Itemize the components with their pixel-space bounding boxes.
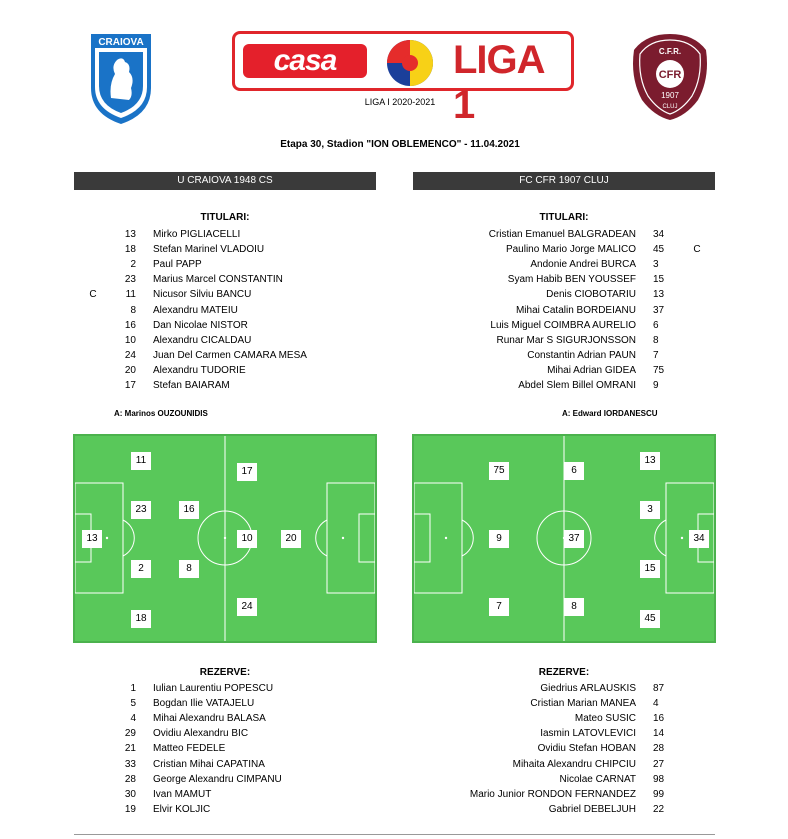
home-player-marker: 20 xyxy=(281,530,301,548)
away-player-marker: 45 xyxy=(640,610,660,628)
away-sub-name: Gabriel DEBELJUH xyxy=(548,803,636,815)
away-crest-year: 1907 xyxy=(661,91,679,100)
home-player-marker: 13 xyxy=(82,530,102,548)
home-captain-marker xyxy=(86,227,100,242)
home-captain-marker xyxy=(86,333,100,348)
away-captain-marker xyxy=(690,378,704,393)
sponsor-logo xyxy=(243,44,367,78)
home-starter-number: 13 xyxy=(124,229,136,240)
away-starter-name: Luis Miguel COIMBRA AURELIO xyxy=(490,319,636,331)
home-starter-name: Paul PAPP xyxy=(153,259,202,271)
home-player-marker: 8 xyxy=(179,560,199,578)
home-player-marker: 18 xyxy=(131,610,151,628)
home-crest-text: CRAIOVA xyxy=(98,37,144,48)
home-captain-marker xyxy=(86,303,100,318)
away-starter-name: Cristian Emanuel BALGRADEAN xyxy=(488,229,636,240)
home-sub-number: 28 xyxy=(124,773,136,785)
away-starter-number: 15 xyxy=(653,274,665,286)
away-captain-marker xyxy=(690,287,704,302)
home-starter-name: Stefan Marinel VLADOIU xyxy=(153,244,265,256)
away-starter-name: Andonie Andrei BURCA xyxy=(530,259,636,271)
away-captain-marker xyxy=(690,333,704,348)
home-captain-marker xyxy=(86,257,100,272)
home-sub-number: 19 xyxy=(124,803,136,815)
home-team-bar: U CRAIOVA 1948 CS xyxy=(74,172,376,190)
away-sub-number: 28 xyxy=(653,743,665,755)
away-player-marker: 3 xyxy=(640,501,660,519)
away-starter-number: 9 xyxy=(653,380,659,391)
season-label: LIGA I 2020-2021 xyxy=(364,97,436,107)
away-starter-number: 8 xyxy=(653,334,659,346)
home-starter-name: Alexandru TUDORIE xyxy=(153,364,246,376)
home-starter-number: 23 xyxy=(124,274,136,286)
away-crest-city: CLUJ xyxy=(662,104,678,110)
home-sub-number: 21 xyxy=(124,743,136,755)
home-starter-name: Marius Marcel CONSTANTIN xyxy=(153,274,283,286)
away-sub-name: Nicolae CARNAT xyxy=(559,773,636,785)
away-sub-number: 14 xyxy=(653,728,665,740)
home-starter-name: Alexandru CICALDAU xyxy=(153,334,252,346)
home-starter-number: 17 xyxy=(124,380,136,391)
away-starter-name: Mihai Catalin BORDEIANU xyxy=(515,304,636,316)
away-crest-top: C.F.R. xyxy=(658,47,682,56)
away-starter-number: 45 xyxy=(653,244,665,256)
home-sub-name: Elvir KOLJIC xyxy=(153,803,211,815)
pitch-lines xyxy=(75,436,375,641)
away-team-crest xyxy=(628,32,712,122)
away-starter-number: 7 xyxy=(653,349,659,361)
home-starter-number: 20 xyxy=(124,364,136,376)
away-sub-number: 16 xyxy=(653,713,665,725)
away-captain-marker xyxy=(690,227,704,242)
away-starter-name: Abdel Slem Billel OMRANI xyxy=(518,380,636,391)
away-starter-name: Runar Mar S SIGURJONSSON xyxy=(496,334,636,346)
away-player-marker: 75 xyxy=(489,462,509,480)
home-starter-number: 24 xyxy=(124,349,136,361)
away-starters-title: TITULARI: xyxy=(539,212,589,223)
home-sub-name: Ivan MAMUT xyxy=(153,788,212,800)
away-starter-name: Mihai Adrian GIDEA xyxy=(547,364,636,376)
home-sub-name: Iulian Laurentiu POPESCU xyxy=(153,683,274,694)
match-title: Etapa 30, Stadion "ION OBLEMENCO" - 11.04.2021 xyxy=(280,139,520,150)
away-player-marker: 37 xyxy=(564,530,584,548)
away-sub-number: 22 xyxy=(653,803,665,815)
home-player-marker: 17 xyxy=(237,463,257,481)
home-captain-marker xyxy=(86,363,100,378)
home-captain-marker xyxy=(86,242,100,257)
home-starters-title: TITULARI: xyxy=(200,212,250,223)
away-crest-mid: CFR xyxy=(658,69,682,81)
away-captain-marker xyxy=(690,257,704,272)
home-sub-number: 30 xyxy=(124,788,136,800)
home-captain-marker xyxy=(86,318,100,333)
away-sub-name: Cristian Marian MANEA xyxy=(530,698,636,710)
home-sub-name: Ovidiu Alexandru BIC xyxy=(153,728,249,740)
away-starter-number: 37 xyxy=(653,304,665,316)
away-sub-number: 27 xyxy=(653,758,665,770)
away-sub-name: Ovidiu Stefan HOBAN xyxy=(537,743,636,755)
away-sub-number: 87 xyxy=(653,683,665,694)
away-team-bar: FC CFR 1907 CLUJ xyxy=(413,172,715,190)
home-sub-number: 29 xyxy=(124,728,136,740)
home-captain-marker: C xyxy=(89,289,97,301)
away-captain-marker xyxy=(690,272,704,287)
away-starter-number: 3 xyxy=(653,259,659,271)
home-starter-name: Alexandru MATEIU xyxy=(153,304,238,316)
away-coach: A: Edward IORDANESCU xyxy=(562,409,658,418)
home-sub-number: 33 xyxy=(124,758,136,770)
away-player-marker: 34 xyxy=(689,530,709,548)
home-sub-name: Bogdan Ilie VATAJELU xyxy=(153,698,255,710)
away-starter-number: 13 xyxy=(653,289,665,301)
home-player-marker: 23 xyxy=(131,501,151,519)
home-captain-marker xyxy=(86,348,100,363)
home-sub-number: 1 xyxy=(130,683,136,694)
home-player-marker: 10 xyxy=(237,530,257,548)
away-formation-pitch xyxy=(412,434,716,643)
away-starter-name: Denis CIOBOTARIU xyxy=(546,289,636,301)
home-player-marker: 24 xyxy=(237,598,257,616)
away-captain-marker xyxy=(690,363,704,378)
footer-divider xyxy=(74,834,715,835)
away-starter-name: Syam Habib BEN YOUSSEF xyxy=(507,274,636,286)
away-starter-name: Paulino Mario Jorge MALICO xyxy=(505,244,636,256)
league-logo-text: LIGA 1 xyxy=(453,38,544,127)
away-sub-name: Mario Junior RONDON FERNANDEZ xyxy=(469,788,636,800)
home-player-marker: 16 xyxy=(179,501,199,519)
away-starter-number: 6 xyxy=(653,319,659,331)
away-starter-number: 75 xyxy=(653,364,665,376)
away-player-marker: 6 xyxy=(564,462,584,480)
away-sub-number: 4 xyxy=(653,698,659,710)
home-player-marker: 2 xyxy=(131,560,151,578)
home-starter-number: 8 xyxy=(130,304,136,316)
home-starter-number: 11 xyxy=(125,289,136,301)
home-sub-name: Mihai Alexandru BALASA xyxy=(153,713,266,725)
away-player-marker: 8 xyxy=(564,598,584,616)
home-starter-number: 18 xyxy=(124,244,136,256)
away-subs-title: REZERVE: xyxy=(538,667,590,678)
home-sub-number: 4 xyxy=(130,713,136,725)
away-captain-marker xyxy=(690,303,704,318)
home-starter-name: Mirko PIGLIACELLI xyxy=(153,229,241,240)
home-starter-name: Juan Del Carmen CAMARA MESA xyxy=(153,349,307,361)
home-starter-name: Dan Nicolae NISTOR xyxy=(153,319,248,331)
sponsor-text: casa xyxy=(273,44,337,77)
home-starter-number: 16 xyxy=(124,319,136,331)
home-starter-name: Nicusor Silviu BANCU xyxy=(153,289,252,301)
away-player-marker: 15 xyxy=(640,560,660,578)
away-player-marker: 9 xyxy=(489,530,509,548)
away-sub-name: Giedrius ARLAUSKIS xyxy=(540,683,636,694)
home-subs-title: REZERVE: xyxy=(199,667,251,678)
home-player-marker: 11 xyxy=(131,452,151,470)
home-sub-name: Matteo FEDELE xyxy=(153,743,226,755)
home-sub-name: George Alexandru CIMPANU xyxy=(153,773,282,785)
away-sub-name: Iasmin LATOVLEVICI xyxy=(540,728,636,740)
home-formation-pitch xyxy=(73,434,377,643)
away-captain-marker xyxy=(690,318,704,333)
away-sub-name: Mihaita Alexandru CHIPCIU xyxy=(512,758,636,770)
home-sub-name: Cristian Mihai CAPATINA xyxy=(153,758,265,770)
home-sub-number: 5 xyxy=(130,698,136,710)
away-captain-marker: C xyxy=(693,244,701,256)
away-player-marker: 13 xyxy=(640,452,660,470)
home-coach: A: Marinos OUZOUNIDIS xyxy=(114,409,208,418)
away-sub-number: 99 xyxy=(653,788,665,800)
away-sub-name: Mateo SUSIC xyxy=(574,713,636,725)
home-captain-marker xyxy=(86,378,100,393)
home-starter-name: Stefan BAIARAM xyxy=(153,380,230,391)
home-starter-number: 2 xyxy=(130,259,136,271)
ball-icon xyxy=(375,38,445,88)
home-captain-marker xyxy=(86,272,100,287)
away-player-marker: 7 xyxy=(489,598,509,616)
away-captain-marker xyxy=(690,348,704,363)
away-starter-number: 34 xyxy=(653,229,665,240)
away-sub-number: 98 xyxy=(653,773,665,785)
home-starter-number: 10 xyxy=(124,334,136,346)
away-starter-name: Constantin Adrian PAUN xyxy=(527,349,636,361)
home-team-crest xyxy=(87,32,155,126)
